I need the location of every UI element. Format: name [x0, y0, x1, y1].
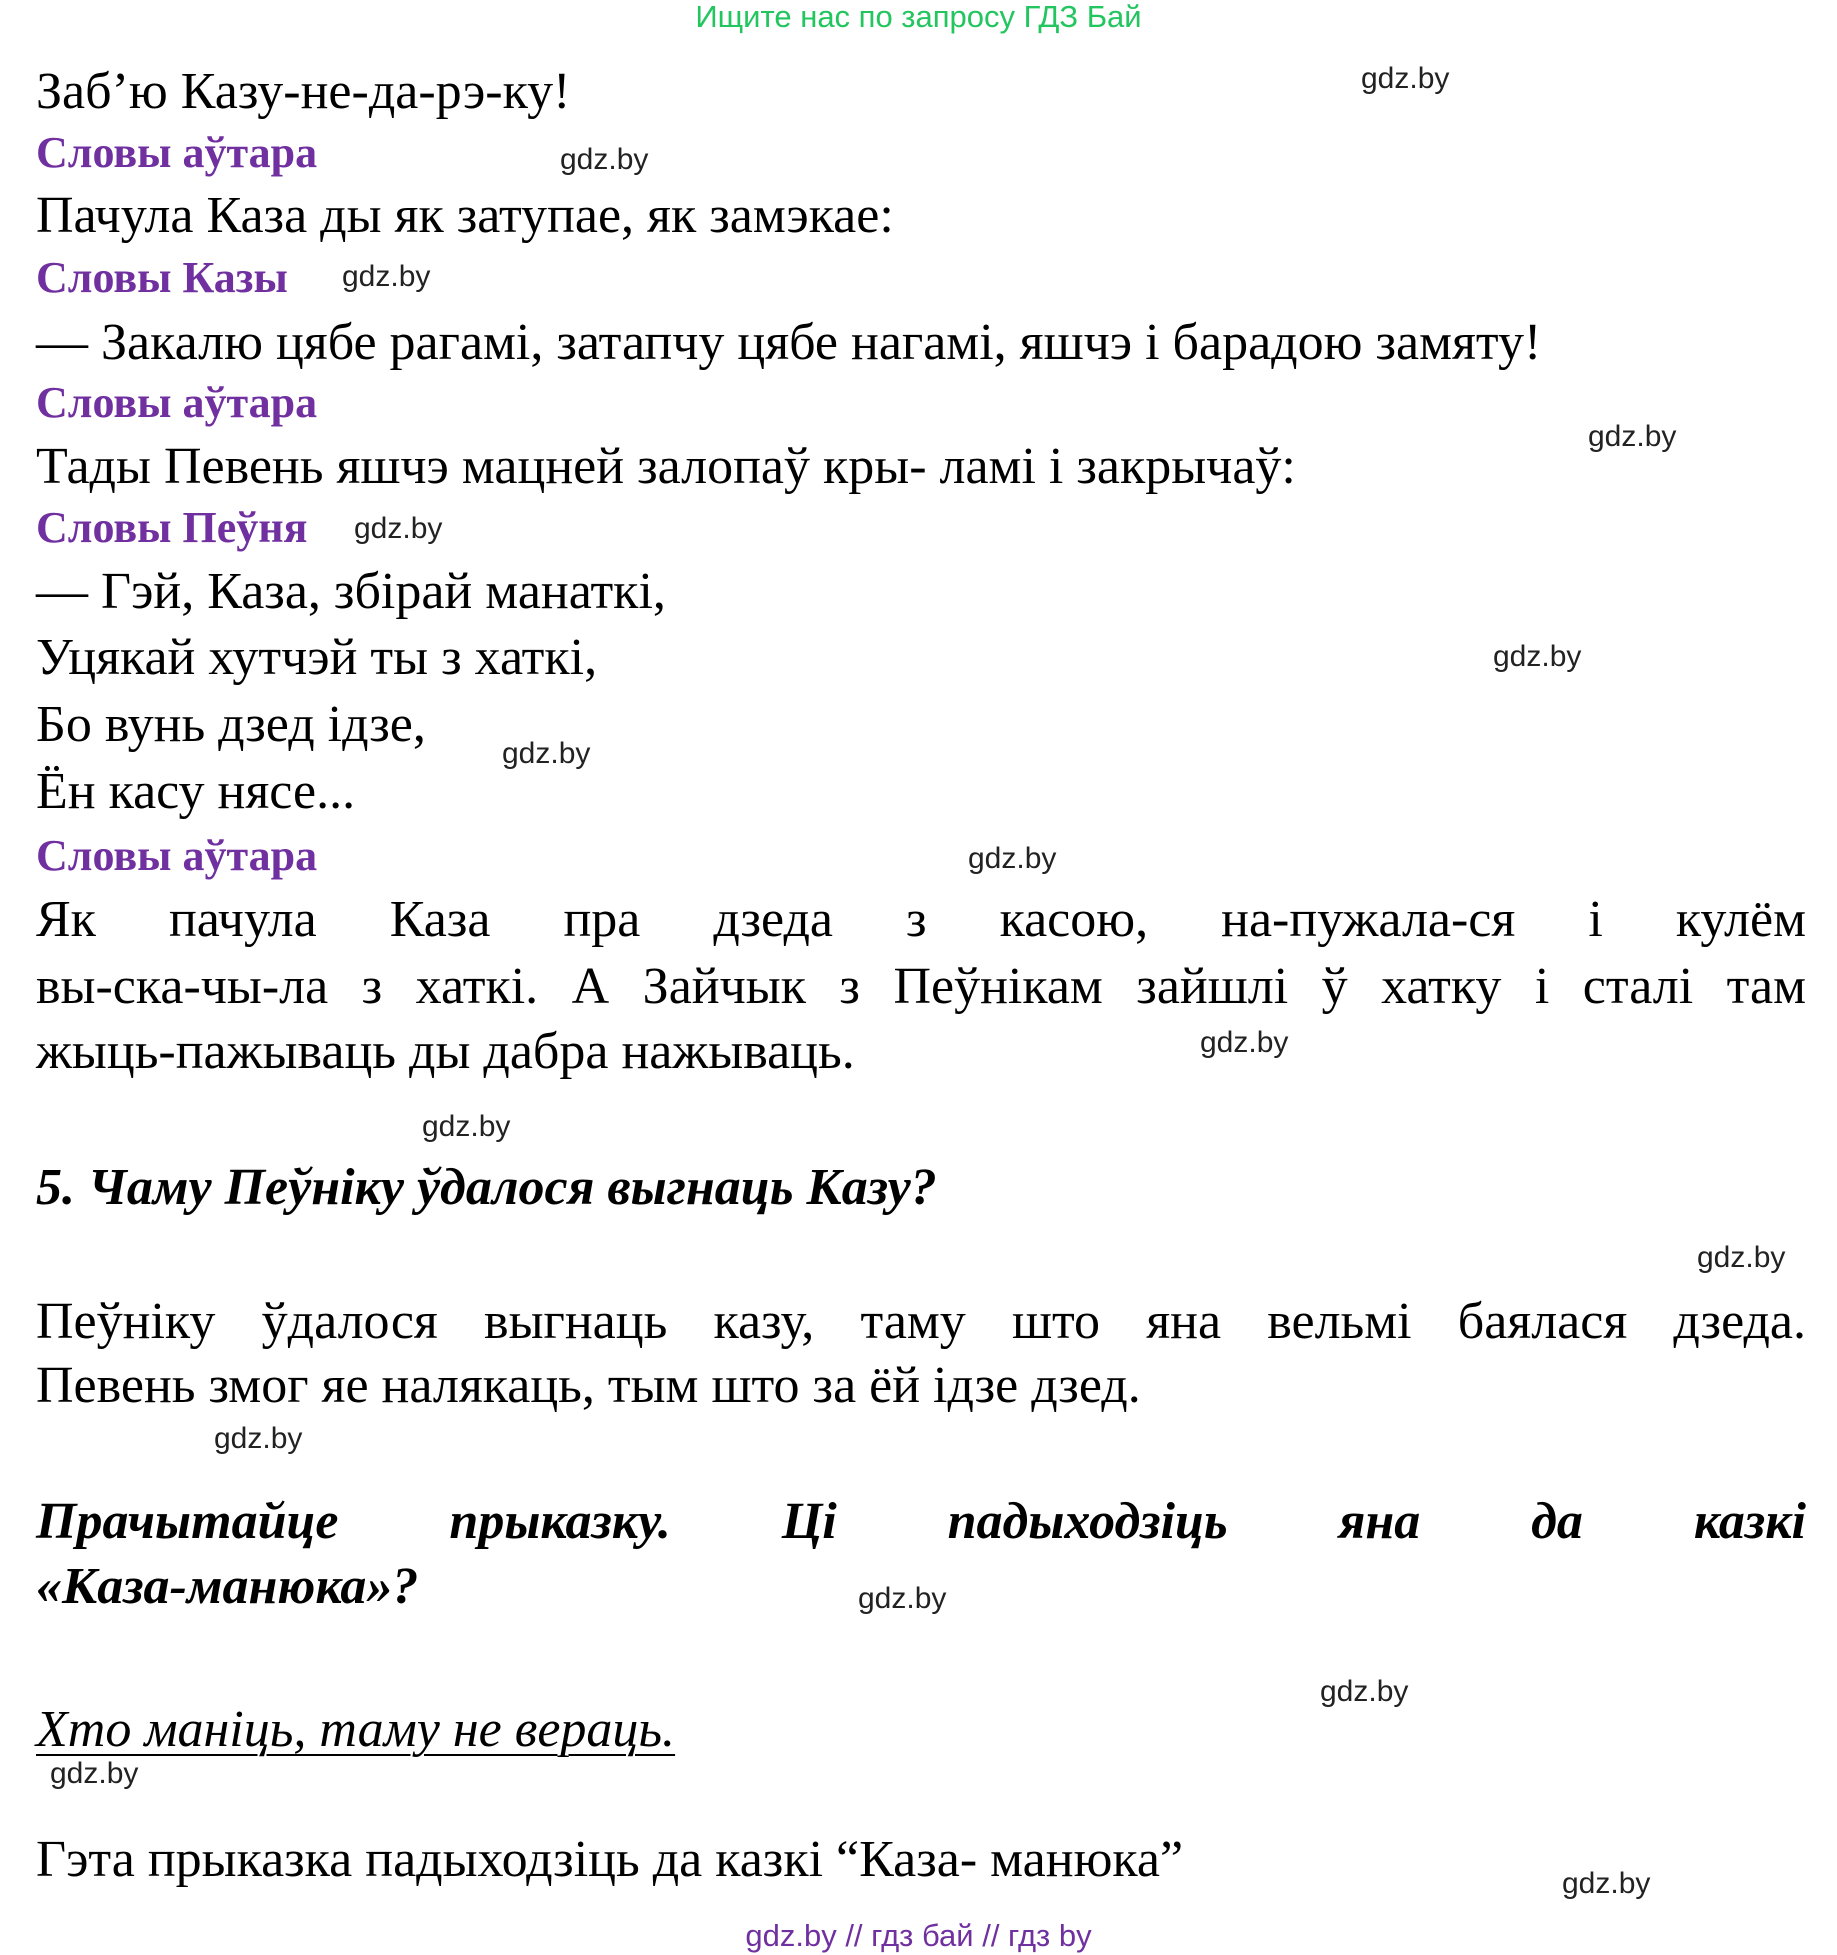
footer: gdz.by // гдз бай // гдз by — [745, 1918, 1092, 1953]
watermark: gdz.by — [1361, 62, 1450, 95]
speaker-label-rooster: Словы Пеўня — [36, 503, 308, 552]
watermark: gdz.by — [560, 143, 649, 176]
answer-5-line-2: Певень змог яе налякаць, тым што за ёй ідзе дзед. — [36, 1357, 1141, 1414]
text-line-4: Тады Певень яшчэ мацней залопаў кры- ламі і закрычаў: — [36, 438, 1296, 495]
watermark: gdz.by — [1562, 1867, 1651, 1900]
top-banner: Ищите нас по запросу ГДЗ Бай — [695, 0, 1142, 34]
watermark: gdz.by — [1493, 640, 1582, 673]
watermark: gdz.by — [214, 1422, 303, 1455]
text-line-8: Ён касу нясе... — [36, 763, 356, 820]
watermark: gdz.by — [50, 1757, 139, 1790]
question-5: 5. Чаму Пеўніку ўдалося выгнаць Казу? — [36, 1159, 937, 1216]
text-line-7: Бо вунь дзед ідзе, — [36, 696, 426, 753]
story-ending-line-2: вы-ска-чы-ла з хаткі. А Зайчык з Пеўнікам зайшлі ў хатку і сталі там — [36, 958, 1806, 1015]
speaker-label-author-3: Словы аўтара — [36, 831, 318, 880]
watermark: gdz.by — [1588, 420, 1677, 453]
watermark: gdz.by — [422, 1110, 511, 1143]
story-ending-line-1: Як пачула Каза пра дзеда з касою, на-пужала-ся і кулём — [36, 891, 1806, 948]
task-line-2: «Каза-манюка»? — [36, 1558, 419, 1615]
watermark: gdz.by — [968, 842, 1057, 875]
task-line-1: Прачытайце прыказку. Ці падыходзіць яна да казкі — [36, 1493, 1806, 1550]
text-line-1: Заб’ю Казу-не-да-рэ-ку! — [36, 63, 571, 120]
watermark: gdz.by — [1320, 1675, 1409, 1708]
watermark: gdz.by — [858, 1582, 947, 1615]
speaker-label-author-2: Словы аўтара — [36, 378, 318, 427]
conclusion: Гэта прыказка падыходзіць да казкі “Каза- манюка” — [36, 1831, 1184, 1888]
watermark: gdz.by — [502, 737, 591, 770]
watermark: gdz.by — [354, 512, 443, 545]
text-line-3: — Закалю цябе рагамі, затапчу цябе нагамі, яшчэ і барадою замяту! — [36, 314, 1542, 371]
text-line-2: Пачула Каза ды як затупае, як замэкае: — [36, 187, 894, 244]
answer-5-line-1: Пеўніку ўдалося выгнаць казу, таму што яна вельмі баялася дзеда. — [36, 1293, 1806, 1350]
watermark: gdz.by — [342, 260, 431, 293]
text-line-6: Уцякай хутчэй ты з хаткі, — [36, 629, 598, 686]
watermark: gdz.by — [1697, 1241, 1786, 1274]
proverb: Хто маніць, таму не вераць. — [36, 1701, 676, 1758]
speaker-label-goat: Словы Казы — [36, 253, 288, 302]
story-ending-line-3: жыць-пажываць ды дабра нажываць. — [36, 1023, 855, 1080]
speaker-label-author-1: Словы аўтара — [36, 128, 318, 177]
text-line-5: — Гэй, Каза, збірай манаткі, — [36, 563, 666, 620]
watermark: gdz.by — [1200, 1026, 1289, 1059]
